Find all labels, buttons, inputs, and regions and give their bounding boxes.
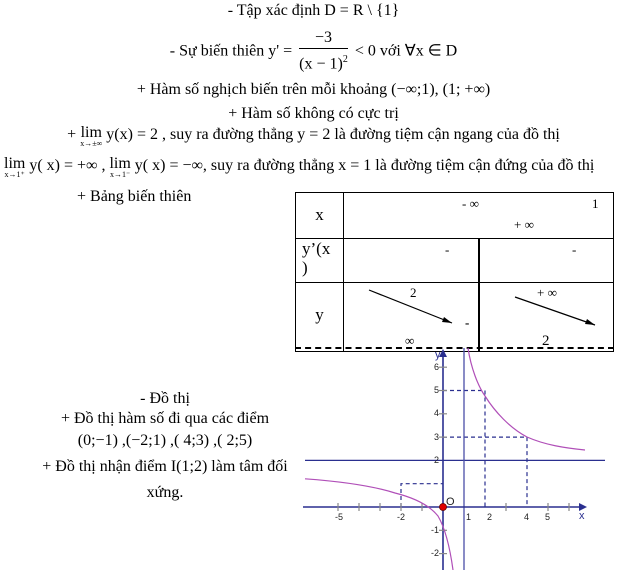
svg-text:5: 5 [545, 512, 551, 522]
derivative-line [0, 28, 627, 75]
limit-left [109, 157, 130, 179]
svg-text:4: 4 [434, 408, 440, 418]
derivative-suffix: < 0 với ∀x ∈ D [350, 42, 458, 60]
lim-word: lim [80, 124, 102, 141]
no-extrema-line: + Hàm số không có cực trị [228, 105, 399, 122]
svg-text:3: 3 [434, 432, 440, 442]
lim-word: lim [4, 155, 26, 172]
derivative-label-part1: y’(x [302, 239, 331, 258]
svg-text:-2: -2 [397, 512, 406, 522]
x-neg-infinity: - ∞ [462, 196, 479, 211]
denominator-exponent: 2 [342, 54, 348, 65]
function-graph [295, 348, 627, 570]
fraction-denominator [299, 49, 348, 75]
row-x-values [344, 193, 614, 239]
derivative-label [296, 239, 343, 277]
row-derivative-header [296, 239, 344, 283]
y-label: y [315, 305, 324, 324]
plus-sign: + [67, 126, 81, 143]
lim-subscript: x→1⁺ [4, 170, 25, 179]
variation-table-heading: + Bảng biến thiên [77, 188, 192, 205]
y-left-cell [344, 283, 480, 352]
fraction-numerator: −3 [299, 28, 348, 49]
y-right-bottom-value: 2 [542, 333, 550, 349]
svg-text:y: y [435, 349, 441, 361]
x-pos-infinity: + ∞ [514, 217, 534, 232]
denominator-base: (x − 1) [299, 55, 343, 73]
lim-word: lim [109, 155, 131, 172]
points-intro: + Đồ thị hàm số đi qua các điểm [60, 410, 270, 427]
x-label: x [315, 205, 324, 224]
derivative-left-sign: - [445, 242, 450, 257]
svg-text:5: 5 [434, 385, 440, 395]
graph-heading: - Đồ thị [140, 390, 190, 407]
row-y [296, 283, 614, 352]
symmetry-line-1: + Đồ thị nhận điểm I(1;2) làm tâm đối [42, 458, 288, 475]
row-x-header [296, 193, 344, 239]
horizontal-asymptote-text: y(x) = 2 , suy ra đường thẳng y = 2 là đường tiệm cận ngang của đồ thị [102, 126, 560, 143]
derivative-fraction [299, 28, 348, 75]
vertical-asymptote-line [4, 157, 594, 179]
y-right-top-value: + ∞ [537, 285, 557, 300]
svg-text:2: 2 [487, 512, 493, 522]
lim-subscript: x→±∞ [80, 139, 103, 148]
derivative-prefix: - Sự biến thiên y' = [169, 42, 297, 60]
svg-text:-2: -2 [431, 548, 440, 558]
derivative-right-sign: - [572, 242, 577, 257]
svg-text:4: 4 [524, 512, 530, 522]
limit-right-value: y( x) = +∞ , [25, 157, 110, 174]
svg-text:2: 2 [434, 455, 440, 465]
derivative-label-part2: ) [302, 258, 308, 277]
row-x [296, 193, 614, 239]
svg-text:1: 1 [466, 512, 472, 522]
derivative-right-cell [479, 239, 614, 283]
symmetry-line-2: xứng. [146, 484, 184, 501]
y-right-cell [479, 283, 614, 352]
svg-text:O: O [446, 496, 455, 508]
y-left-top-value: 2 [410, 285, 417, 300]
svg-text:6: 6 [434, 362, 440, 372]
derivative-left-cell [344, 239, 480, 283]
y-left-bottom-value: ∞ [405, 333, 415, 348]
variation-table [295, 192, 614, 352]
svg-text:x: x [579, 510, 585, 522]
monotonic-line: + Hàm số nghịch biến trên mỗi khoảng (−∞;1), (1; +∞) [136, 81, 491, 98]
points-list: (0;−1) ,(−2;1) ,( 4;3) ,( 2;5) [77, 432, 253, 449]
horizontal-asymptote-line [0, 126, 627, 148]
limit-expression [80, 126, 102, 148]
x-one: 1 [592, 196, 599, 211]
limit-right [4, 157, 25, 179]
y-left-bottom-sign: - [465, 315, 470, 330]
vertical-asymptote-text: y( x) = −∞, suy ra đường thẳng x = 1 là đường tiệm cận đứng của đồ thị [130, 157, 595, 174]
lim-subscript: x→1⁻ [110, 170, 131, 179]
row-y-header [296, 283, 344, 352]
axis-labels [335, 349, 585, 558]
svg-text:-5: -5 [335, 512, 344, 522]
svg-text:-1: -1 [431, 525, 440, 535]
domain-line: - Tập xác định D = R \ {1} [227, 2, 400, 19]
row-derivative [296, 239, 614, 283]
